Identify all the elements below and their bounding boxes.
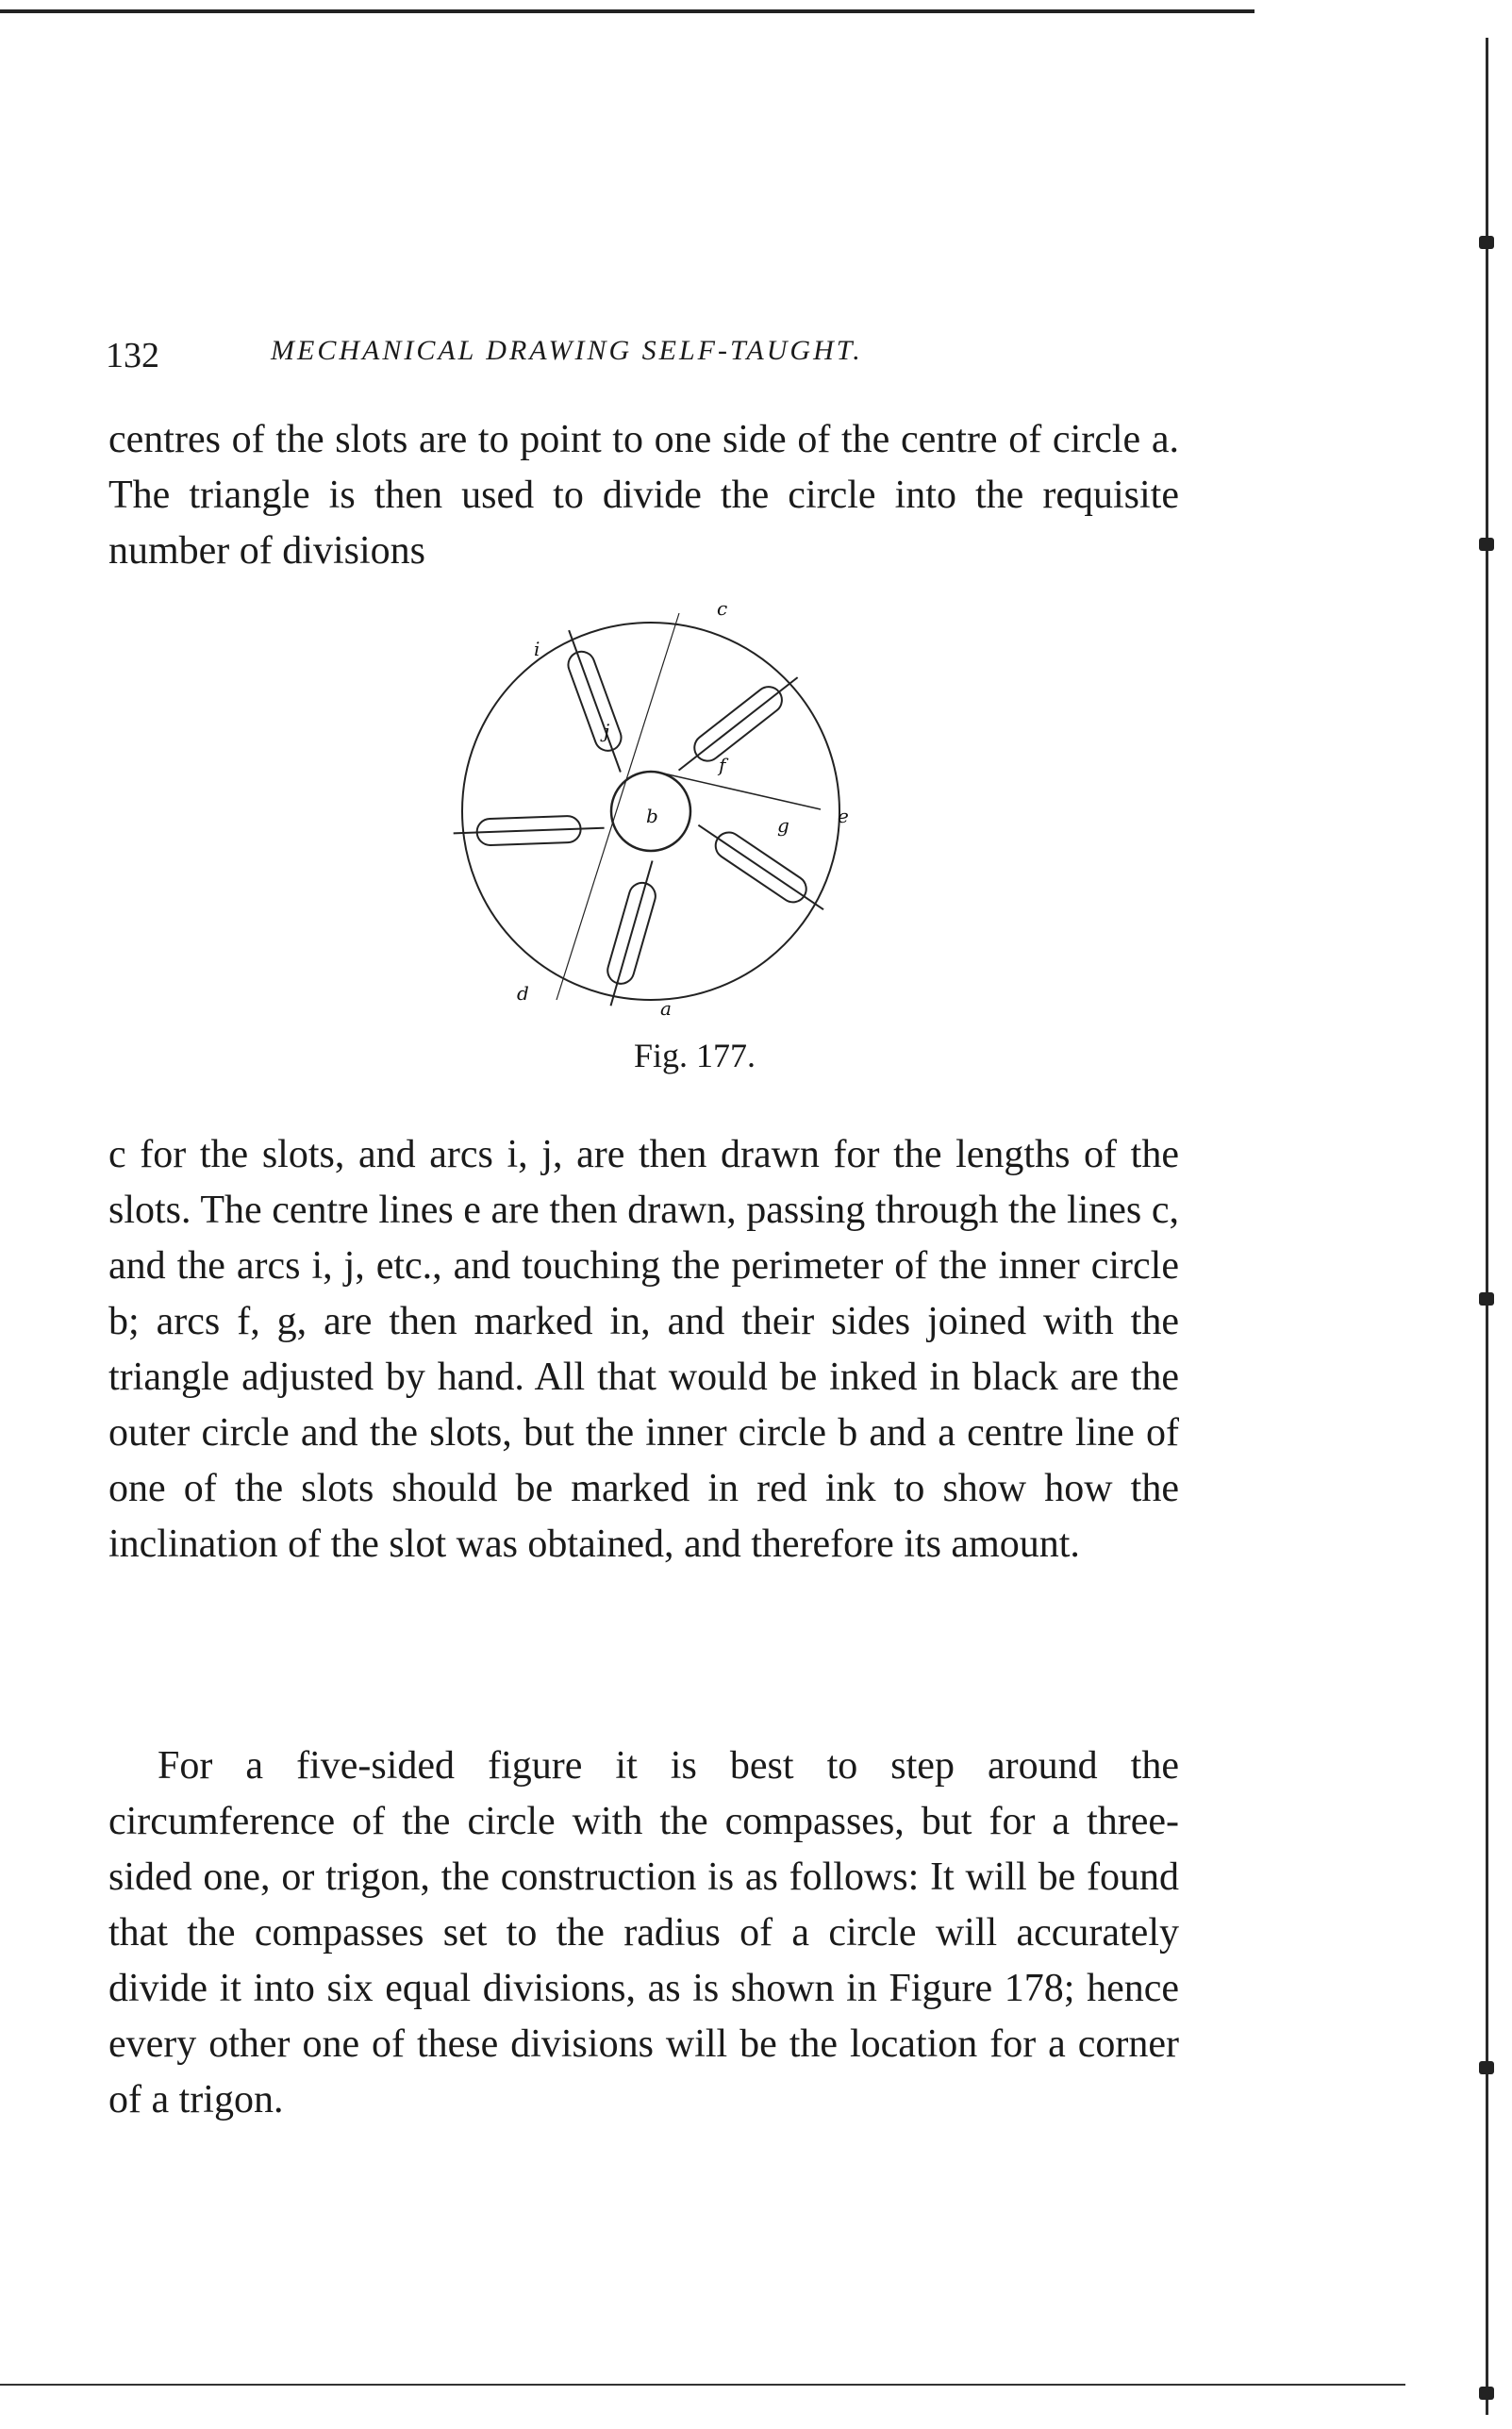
label-j: j <box>604 720 610 742</box>
figure-caption: Fig. 177. <box>633 1037 756 1074</box>
edge-mark <box>1479 538 1494 551</box>
figure-caption-container <box>0 1036 1512 1075</box>
edge-mark <box>1479 2061 1494 2074</box>
label-b: b <box>646 805 658 827</box>
label-c: c <box>717 604 728 620</box>
page-header <box>106 335 1181 382</box>
bottom-border-rule <box>0 2384 1405 2386</box>
edge-mark <box>1479 2387 1494 2400</box>
page-edge-right <box>1486 38 1488 2415</box>
top-border-rule <box>0 9 1254 13</box>
paragraph-2: c for the slots, and arcs i, j, are then drawn for the lengths of the slots. The centre lines e are then drawn, passing through the lines c, and the arcs i, j, etc., and touching the perimeter of the inner circle b; arcs f, g, are then marked in, and their sides joined with the triangle adjusted by hand. All that would be inked in black are the outer circle and the slots, but the inner circle b and a centre line of one of the slots should be marked in red ink to show how the inclination of the slot was obtained, and therefore its amount. <box>108 1133 1179 1566</box>
centre-line-e <box>656 772 821 809</box>
edge-mark <box>1479 1292 1494 1306</box>
label-d: d <box>517 982 529 1005</box>
figure-177 <box>443 604 858 1019</box>
paragraph-3: For a five-sided figure it is best to step around the circumference of the circle with the compasses, but for a three-sided one, or trigon, the construction is as follows: It will be found that the compasses set to the radius of a circle will accurately divide it into six equal divisions, as is shown in Figure 178; hence every other one of these divisions will be the location for a corner of a trigon. <box>108 1744 1179 2121</box>
label-i: i <box>534 638 540 660</box>
label-f: f <box>719 754 726 776</box>
page-number: 132 <box>106 336 159 375</box>
running-title: MECHANICAL DRAWING SELF-TAUGHT. <box>271 335 863 366</box>
label-a: a <box>660 997 672 1019</box>
label-e: e <box>838 805 849 827</box>
slots <box>453 625 831 1009</box>
edge-mark <box>1479 236 1494 249</box>
label-g: g <box>777 814 789 837</box>
paragraph-1: centres of the slots are to point to one side of the centre of circle a. The triangle is then used to divide the circle into the requisite number of divisions <box>108 418 1179 573</box>
line-c <box>557 613 679 1000</box>
